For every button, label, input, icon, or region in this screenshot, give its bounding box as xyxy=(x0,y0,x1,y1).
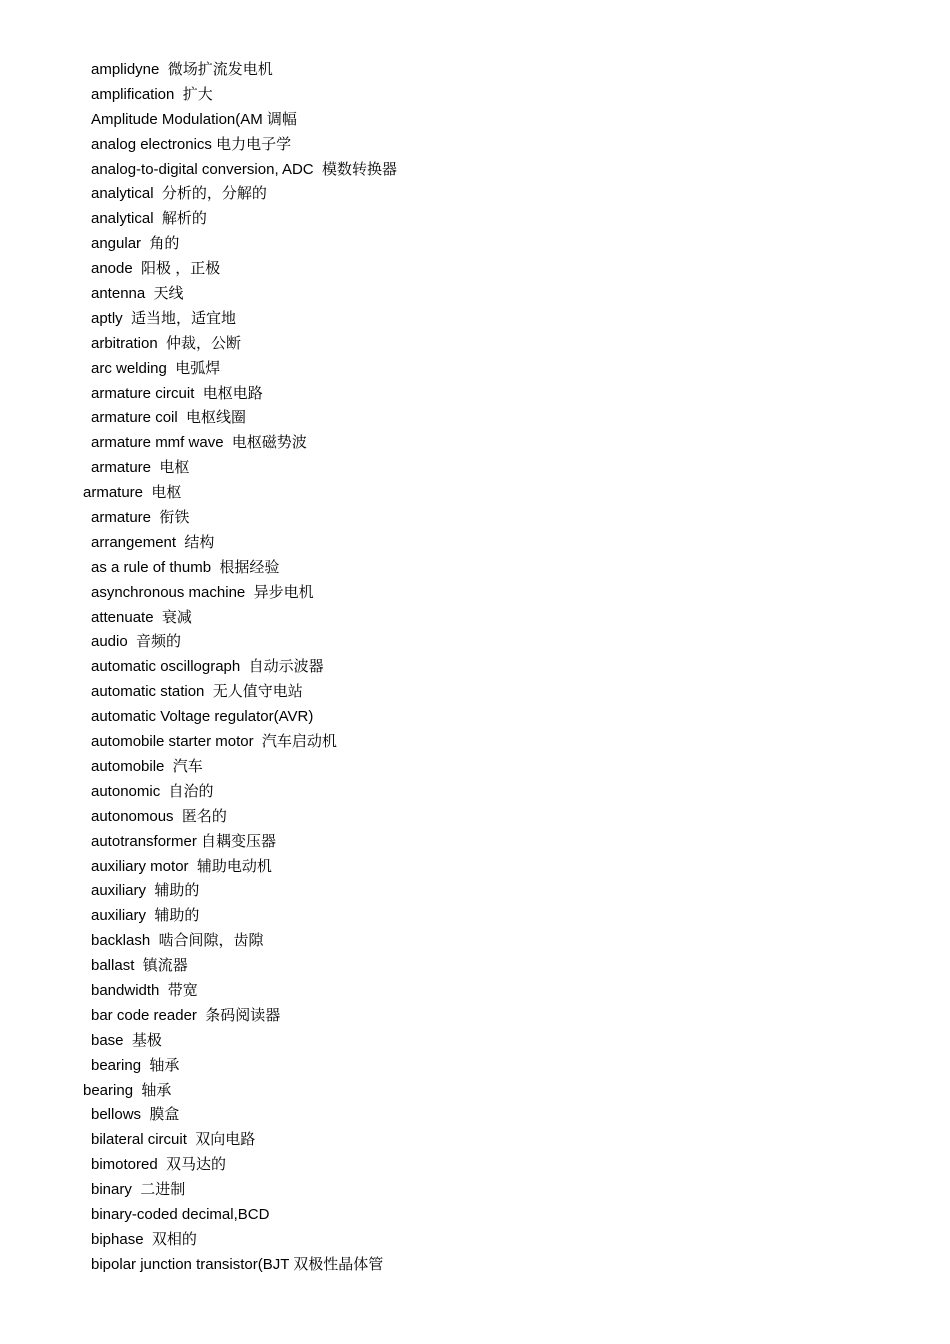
glossary-entry: bellows 膜盒 xyxy=(91,1106,180,1124)
glossary-entry: arrangement 结构 xyxy=(91,533,215,551)
glossary-entry: armature 电枢 xyxy=(83,484,182,502)
glossary-entry: autonomous 匿名的 xyxy=(91,807,227,825)
glossary-entry: anode 阳极 ，正极 xyxy=(91,260,221,278)
glossary-entry: amplification 扩大 xyxy=(91,85,213,103)
glossary-entry: binary 二进制 xyxy=(91,1181,186,1199)
glossary-entry: bandwidth 带宽 xyxy=(91,981,198,999)
glossary-entry: arbitration 仲裁，公断 xyxy=(91,334,242,352)
glossary-entry: base 基极 xyxy=(91,1031,162,1049)
glossary-entry: auxiliary 辅助的 xyxy=(91,907,200,925)
glossary-entry: auxiliary 辅助的 xyxy=(91,882,200,900)
glossary-entry: asynchronous machine 异步电机 xyxy=(91,583,314,601)
glossary-entry: armature circuit 电枢电路 xyxy=(91,384,263,402)
glossary-entry: angular 角的 xyxy=(91,235,180,253)
glossary-entry: Amplitude Modulation(AM 调幅 xyxy=(91,110,297,128)
glossary-entry: bilateral circuit 双向电路 xyxy=(91,1131,256,1149)
glossary-entry: automobile starter motor 汽车启动机 xyxy=(91,733,337,751)
glossary-entry: armature mmf wave 电枢磁势波 xyxy=(91,434,307,452)
glossary-entry: binary-coded decimal,BCD xyxy=(91,1205,270,1223)
glossary-entry: automatic oscillograph 自动示波器 xyxy=(91,658,324,676)
glossary-entry: biphase 双相的 xyxy=(91,1230,197,1248)
glossary-entry: antenna 天线 xyxy=(91,285,184,303)
glossary-entry: amplidyne 微场扩流发电机 xyxy=(91,61,273,78)
glossary-entry: autonomic 自治的 xyxy=(91,782,214,800)
glossary-entry: backlash 啮合间隙，齿隙 xyxy=(91,932,264,950)
glossary-entry: bar code reader 条码阅读器 xyxy=(91,1006,281,1024)
glossary-entry: audio 音频的 xyxy=(91,633,182,651)
glossary-entry: analog-to-digital conversion, ADC 模数转换器 xyxy=(91,160,397,178)
glossary-entry: bipolar junction transistor(BJT 双极性晶体管 xyxy=(91,1255,384,1273)
glossary-entry: analytical 分析的，分解的 xyxy=(91,185,267,203)
glossary-entry: auxiliary motor 辅助电动机 xyxy=(91,857,272,875)
glossary-entry: automatic Voltage regulator(AVR) xyxy=(91,708,314,726)
glossary-entry: bearing 轴承 xyxy=(91,1056,180,1074)
glossary-entry: armature 衔铁 xyxy=(91,509,190,527)
glossary-entry: armature coil 电枢线圈 xyxy=(91,409,247,427)
glossary-entry: attenuate 衰减 xyxy=(91,608,192,626)
glossary-entry: bimotored 双马达的 xyxy=(91,1156,227,1174)
glossary-list xyxy=(83,58,911,1278)
glossary-entry: ballast 镇流器 xyxy=(91,957,188,975)
glossary-entry: arc welding 电弧焊 xyxy=(91,359,221,377)
glossary-entry: aptly 适当地，适宜地 xyxy=(91,309,237,327)
glossary-entry: analytical 解析的 xyxy=(91,210,207,228)
glossary-entry: armature 电枢 xyxy=(91,459,190,477)
glossary-entry: automatic station 无人值守电站 xyxy=(91,683,303,701)
glossary-entry: bearing 轴承 xyxy=(83,1081,172,1099)
glossary-entry: autotransformer 自耦变压器 xyxy=(91,832,277,850)
glossary-entry: automobile 汽车 xyxy=(91,757,203,775)
glossary-entry: as a rule of thumb 根据经验 xyxy=(91,558,280,576)
glossary-entry: analog electronics 电力电子学 xyxy=(91,135,292,153)
